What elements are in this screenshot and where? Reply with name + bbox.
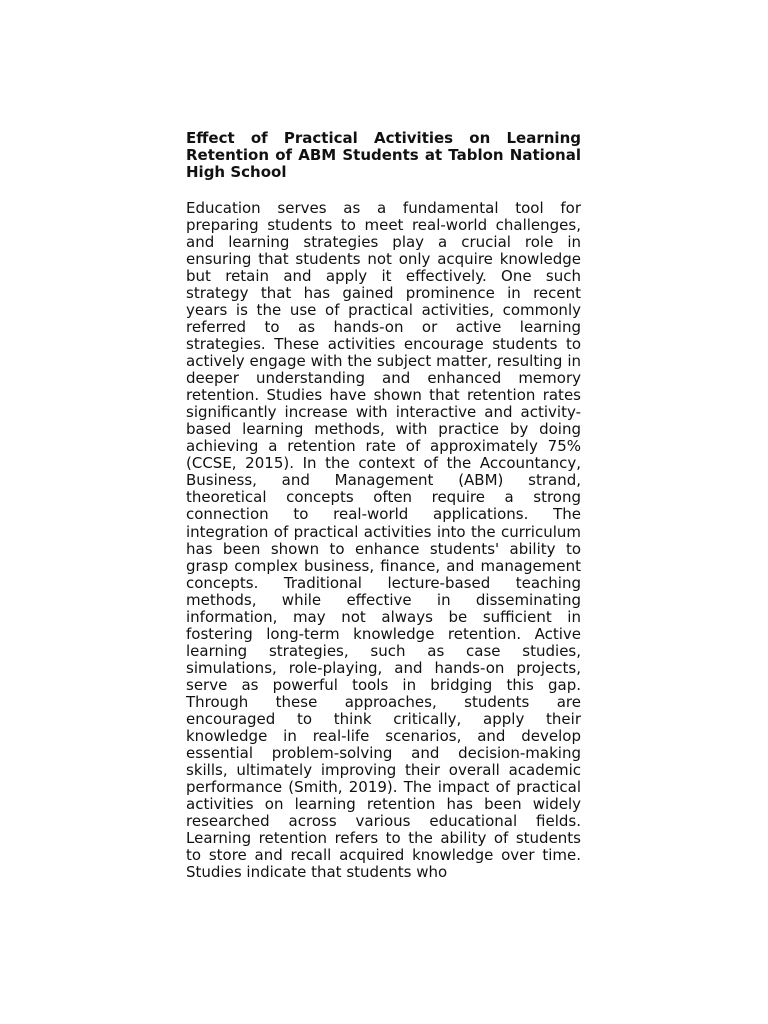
document-content bbox=[186, 130, 581, 881]
document-body-paragraph: Education serves as a fundamental tool for preparing students to meet real-world challenges, and learning strategies play a crucial role in ensuring that students not only acquire knowledge but retain and apply it effectively. One such strategy that has gained prominence in recent years is the use of practical activities, commonly referred to as hands-on or active learning strategies. These activities encourage students to actively engage with the subject matter, resulting in deeper understanding and enhanced memory retention. Studies have shown that retention rates significantly increase with interactive and activity-based learning methods, with practice by doing achieving a retention rate of approximately 75% (CCSE, 2015). In the context of the Accountancy, Business, and Management (ABM) strand, theoretical concepts often require a strong connection to real-world applications. The integration of practical activities into the curriculum has been shown to enhance students' ability to grasp complex business, finance, and management concepts. Traditional lecture-based teaching methods, while effective in disseminating information, may not always be sufficient in fostering long-term knowledge retention. Active learning strategies, such as case studies, simulations, role-playing, and hands-on projects, serve as powerful tools in bridging this gap. Through these approaches, students are encouraged to think critically, apply their knowledge in real-life scenarios, and develop essential problem-solving and decision-making skills, ultimately improving their overall academic performance (Smith, 2019). The impact of practical activities on learning retention has been widely researched across various educational fields. Learning retention refers to the ability of students to store and recall acquired knowledge over time. Studies indicate that students who bbox=[186, 198, 581, 882]
document-title: Effect of Practical Activities on Learning Retention of ABM Students at Tablon National High School bbox=[186, 129, 581, 182]
